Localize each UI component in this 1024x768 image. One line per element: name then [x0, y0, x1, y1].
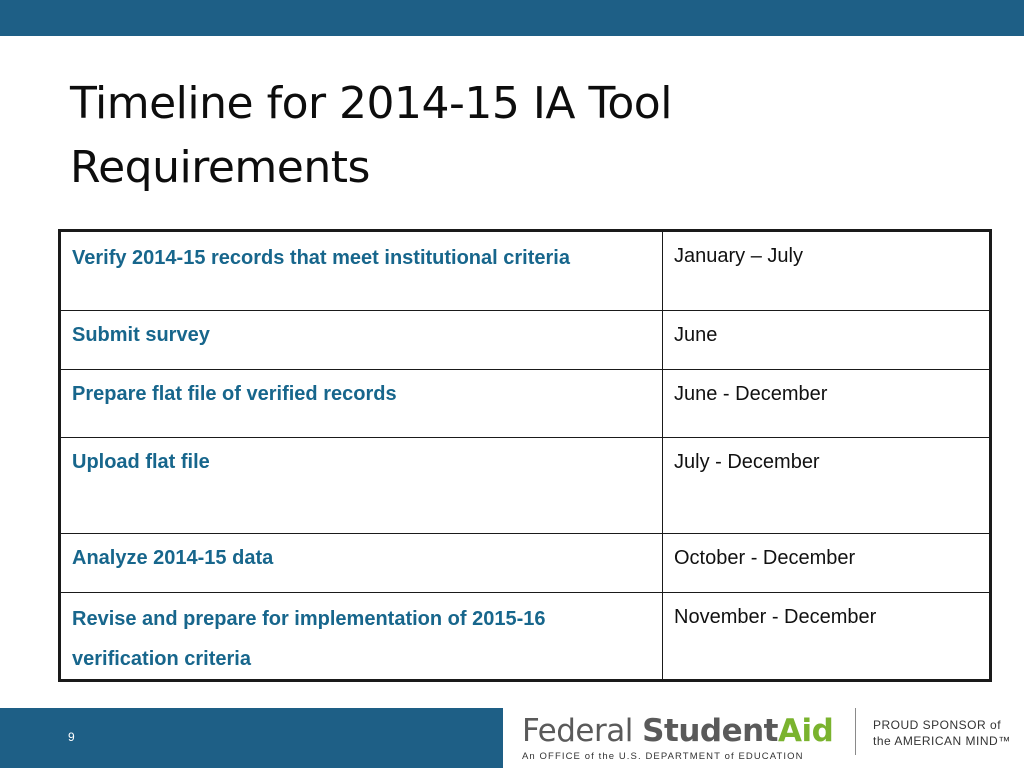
logo-aid-text: Aid: [778, 713, 834, 749]
table-row: [60, 593, 991, 681]
timeline-table: [58, 229, 992, 682]
task-cell: Analyze 2014-15 data: [60, 534, 663, 593]
logo-subtitle: An OFFICE of the U.S. DEPARTMENT of EDUCATION: [522, 751, 804, 762]
sponsor-tagline: [873, 717, 1011, 749]
task-cell: Prepare flat file of verified records: [60, 370, 663, 438]
task-cell: Revise and prepare for implementation of 2015-16 verification criteria: [60, 593, 663, 681]
task-cell: Verify 2014-15 records that meet institutional criteria: [60, 231, 663, 311]
footer-bar: [0, 708, 503, 768]
sponsor-line-2: the AMERICAN MIND™: [873, 734, 1011, 748]
footer: [0, 708, 1024, 768]
page-number: 9: [68, 730, 75, 744]
period-cell: June: [663, 311, 991, 370]
table-row: [60, 534, 991, 593]
period-cell: January – July: [663, 231, 991, 311]
period-cell: November - December: [663, 593, 991, 681]
slide-title: [70, 72, 970, 200]
table-row: [60, 370, 991, 438]
period-cell: July - December: [663, 438, 991, 534]
period-cell: October - December: [663, 534, 991, 593]
logo-federal-text: Federal: [522, 713, 633, 749]
logo-divider: [855, 708, 856, 755]
logo-wordmark: [522, 714, 833, 748]
table-row: [60, 231, 991, 311]
sponsor-line-1: PROUD SPONSOR of: [873, 718, 1002, 732]
top-bar: [0, 0, 1024, 36]
table-row: [60, 311, 991, 370]
slide-title-line-1: Timeline for 2014-15 IA Tool: [70, 78, 672, 129]
slide-title-line-2: Requirements: [70, 142, 370, 193]
period-cell: June - December: [663, 370, 991, 438]
federal-student-aid-logo: [522, 714, 833, 762]
task-cell: Upload flat file: [60, 438, 663, 534]
table-row: [60, 438, 991, 534]
task-cell: Submit survey: [60, 311, 663, 370]
logo-student-text: Student: [642, 713, 778, 749]
